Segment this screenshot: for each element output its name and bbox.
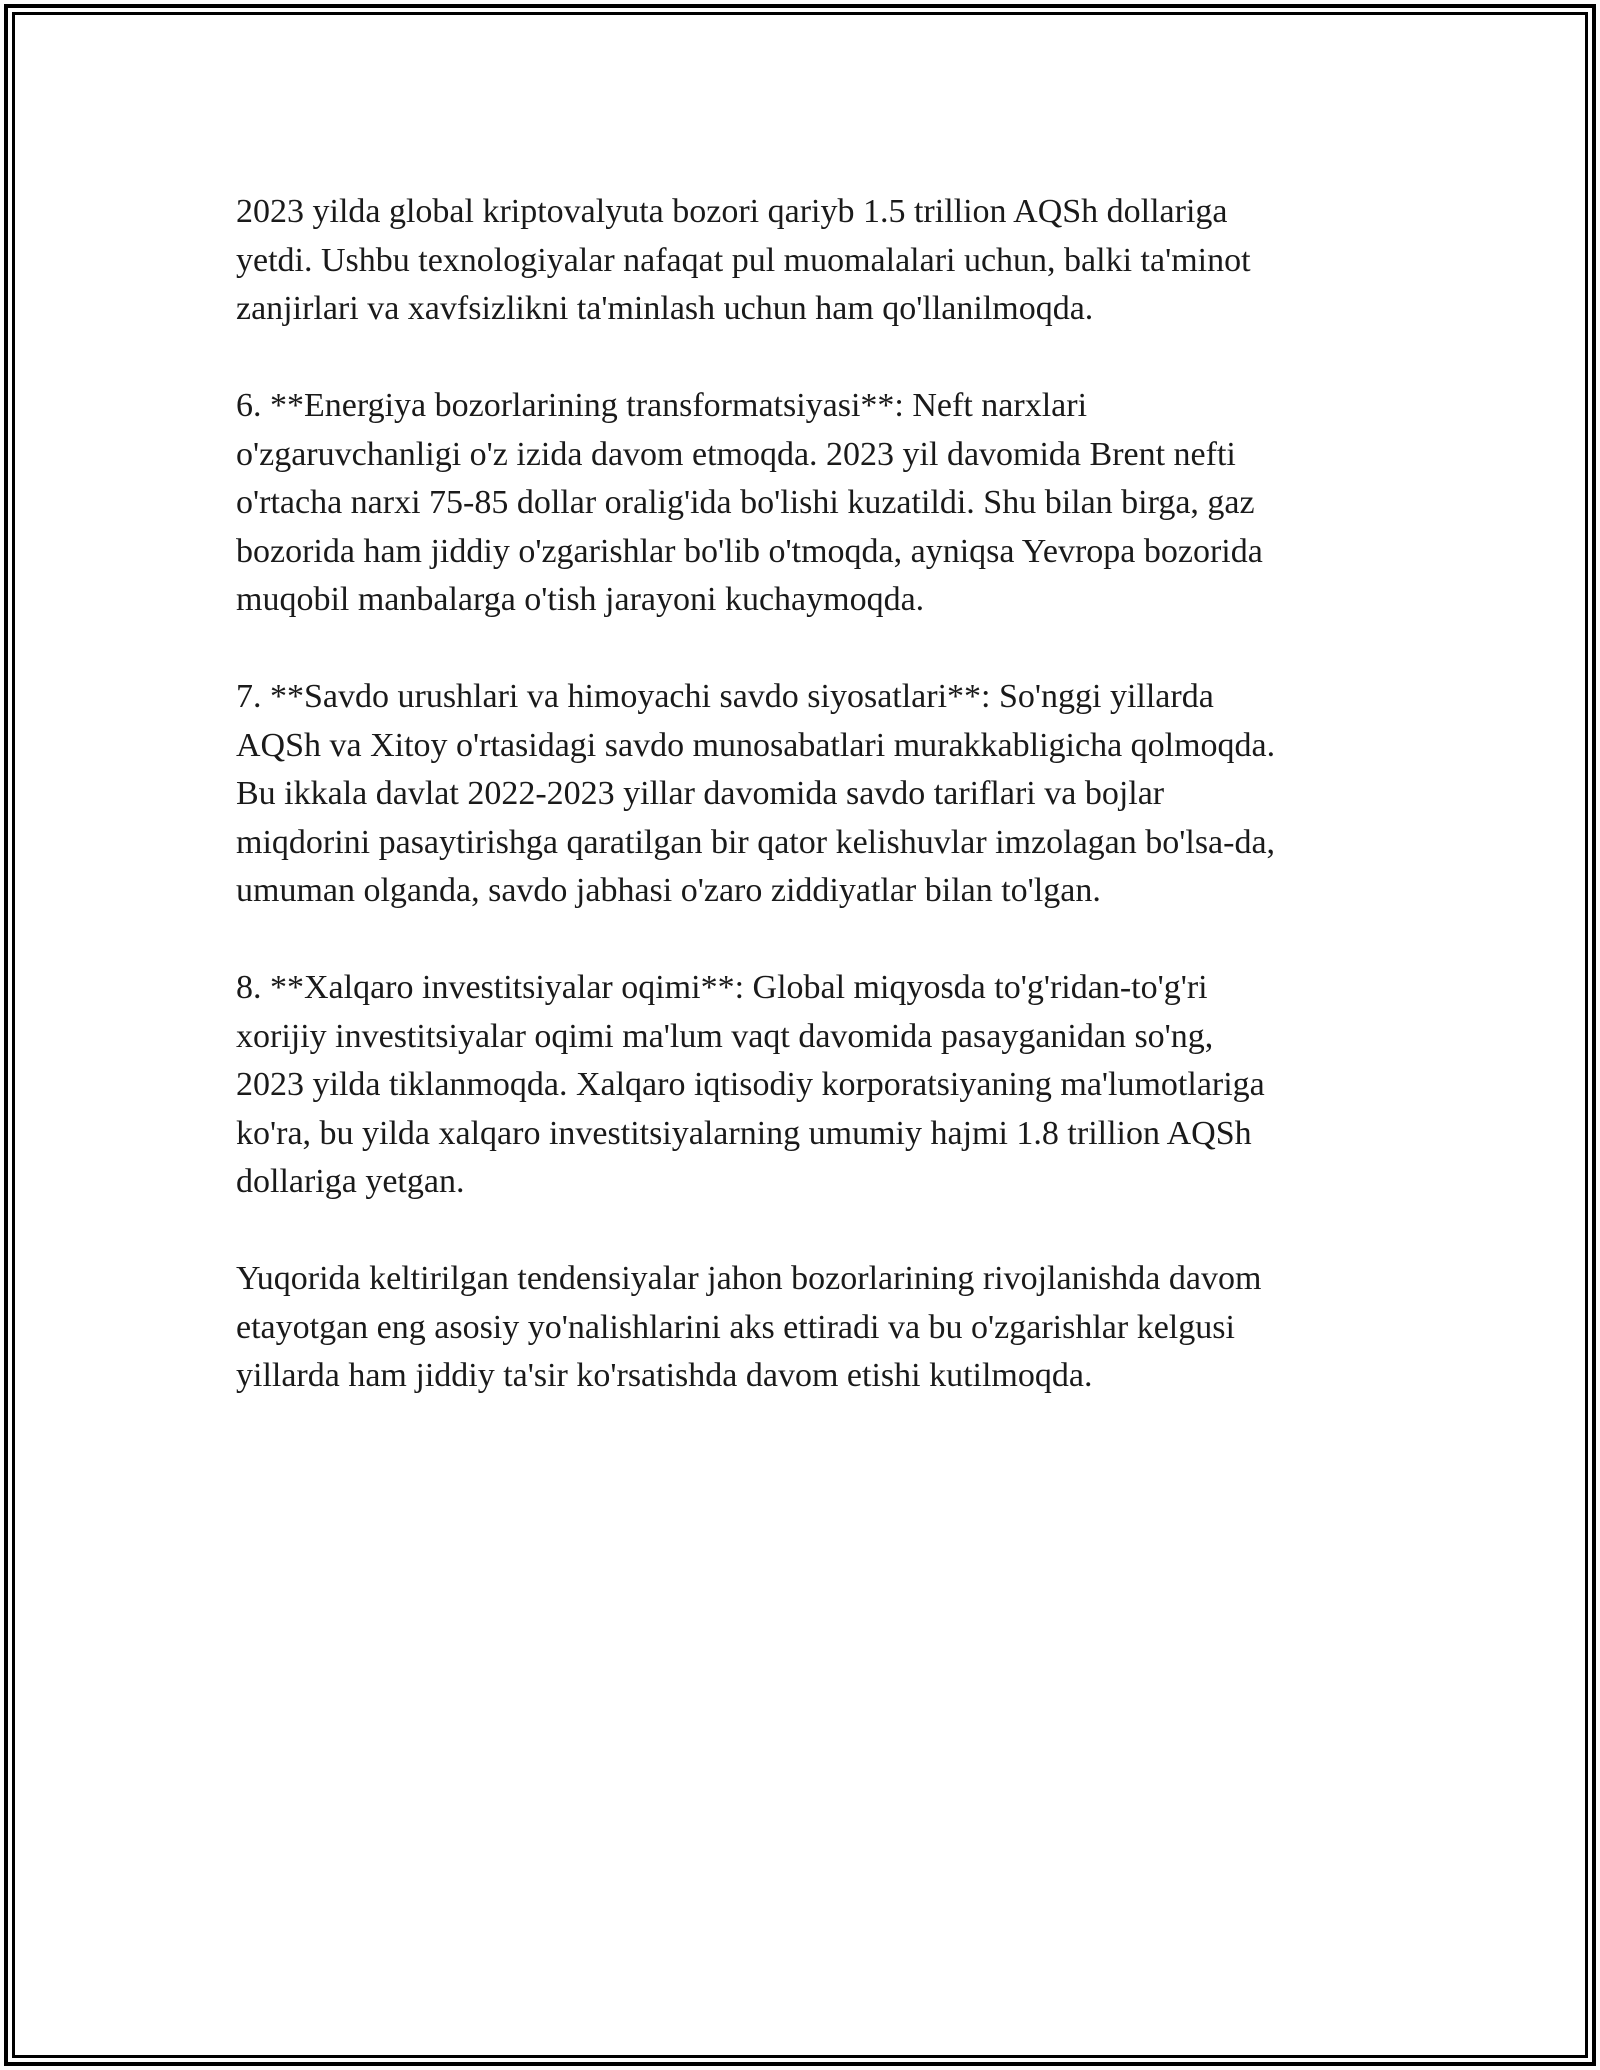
paragraph-investment-flows: 8. **Xalqaro investitsiyalar oqimi**: Global miqyosda to'g'ridan-to'g'ri xorijiy investitsiyalar oqimi ma'lum vaqt davomida pasayganidan so'ng, 2023 yilda tiklanmoqda. Xalqaro iqtisodiy korporatsiyaning ma'lumotlariga ko'ra, bu yilda xalqaro investitsiyalarning umumiy hajmi 1.8 trillion AQSh dollariga yetgan. — [236, 969, 1265, 1200]
paragraph-crypto-market: 2023 yilda global kriptovalyuta bozori qariyb 1.5 trillion AQSh dollariga yetdi. Ushbu texnologiyalar nafaqat pul muomalalari uchun, balki ta'minot zanjirlari va xavfsizlikni ta'minlash uchun ham qo'llanilmoqda. — [236, 193, 1251, 327]
document-body — [236, 188, 1366, 1401]
paragraph-energy-markets: 6. **Energiya bozorlarining transformatsiyasi**: Neft narxlari o'zgaruvchanligi o'z izida davom etmoqda. 2023 yil davomida Brent nefti o'rtacha narxi 75-85 dollar oralig'ida bo'lishi kuzatildi. Shu bilan birga, gaz bozorida ham jiddiy o'zgarishlar bo'lib o'tmoqda, ayniqsa Yevropa bozorida muqobil manbalarga o'tish jarayoni kuchaymoqda. — [236, 387, 1263, 618]
paragraph-trade-wars: 7. **Savdo urushlari va himoyachi savdo siyosatlari**: So'nggi yillarda AQSh va Xitoy o'rtasidagi savdo munosabatlari murakkabligicha qolmoqda. Bu ikkala davlat 2022-2023 yillar davomida savdo tariflari va bojlar miqdorini pasaytirishga qaratilgan bir qator kelishuvlar imzolagan bo'lsa-da, umuman olganda, savdo jabhasi o'zaro ziddiyatlar bilan to'lgan. — [236, 678, 1276, 909]
paragraph-conclusion: Yuqorida keltirilgan tendensiyalar jahon bozorlarining rivojlanishda davom etayotgan eng asosiy yo'nalishlarini aks ettiradi va bu o'zgarishlar kelgusi yillarda ham jiddiy ta'sir ko'rsatishda davom etishi kutilmoqda. — [236, 1260, 1262, 1394]
